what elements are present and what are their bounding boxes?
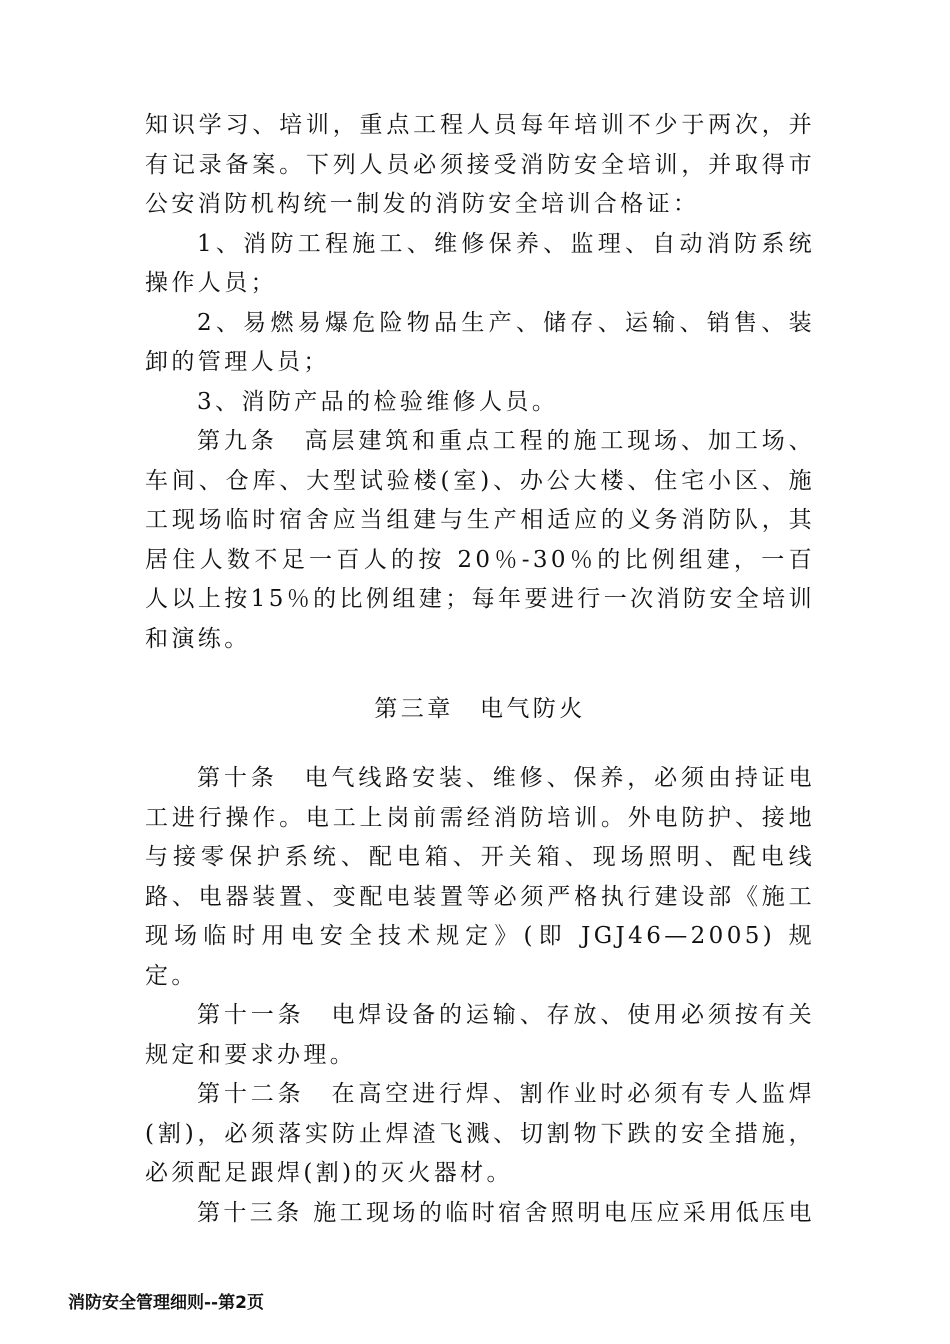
document-body [145, 106, 815, 1233]
article-9: 第九条 高层建筑和重点工程的施工现场、加工场、车间、仓库、大型试验楼(室)、办公大楼、住宅小区、施工现场临时宿舍应当组建与生产相适应的义务消防队，其居住人数不足一百人的按 20％-30％的比例组建，一百人以上按15％的比例组建；每年要进行一次消防安全培训和演练。 [145, 428, 815, 652]
list-item-3: 3、消防产品的检验维修人员。 [197, 388, 559, 415]
list-item-2: 2、易燃易爆危险物品生产、储存、运输、销售、装卸的管理人员； [145, 309, 815, 375]
chapter-heading: 第三章 电气防火 [374, 696, 586, 722]
article-12: 第十二条 在高空进行焊、割作业时必须有专人监焊(割)，必须落实防止焊渣飞溅、切割物下跌的安全措施，必须配足跟焊(割)的灭火器材。 [145, 1081, 815, 1186]
paragraph-training-intro: 知识学习、培训，重点工程人员每年培训不少于两次，并有记录备案。下列人员必须接受消防安全培训，并取得市公安消防机构统一制发的消防安全培训合格证： [145, 112, 815, 217]
article-11: 第十一条 电焊设备的运输、存放、使用必须按有关规定和要求办理。 [145, 1002, 815, 1068]
article-10: 第十条 电气线路安装、维修、保养，必须由持证电工进行操作。电工上岗前需经消防培训。外电防护、接地与接零保护系统、配电箱、开关箱、现场照明、配电线路、电器装置、变配电装置等必须严格执行建设部《施工现场临时用电安全技术规定》(即 JGJ46—2005) 规定。 [145, 765, 815, 989]
list-item-1: 1、消防工程施工、维修保养、监理、自动消防系统操作人员； [145, 230, 815, 296]
page-footer: 消防安全管理细则--第2页 [68, 1293, 264, 1313]
article-13: 第十三条 施工现场的临时宿舍照明电压应采用低压电 [197, 1199, 815, 1226]
